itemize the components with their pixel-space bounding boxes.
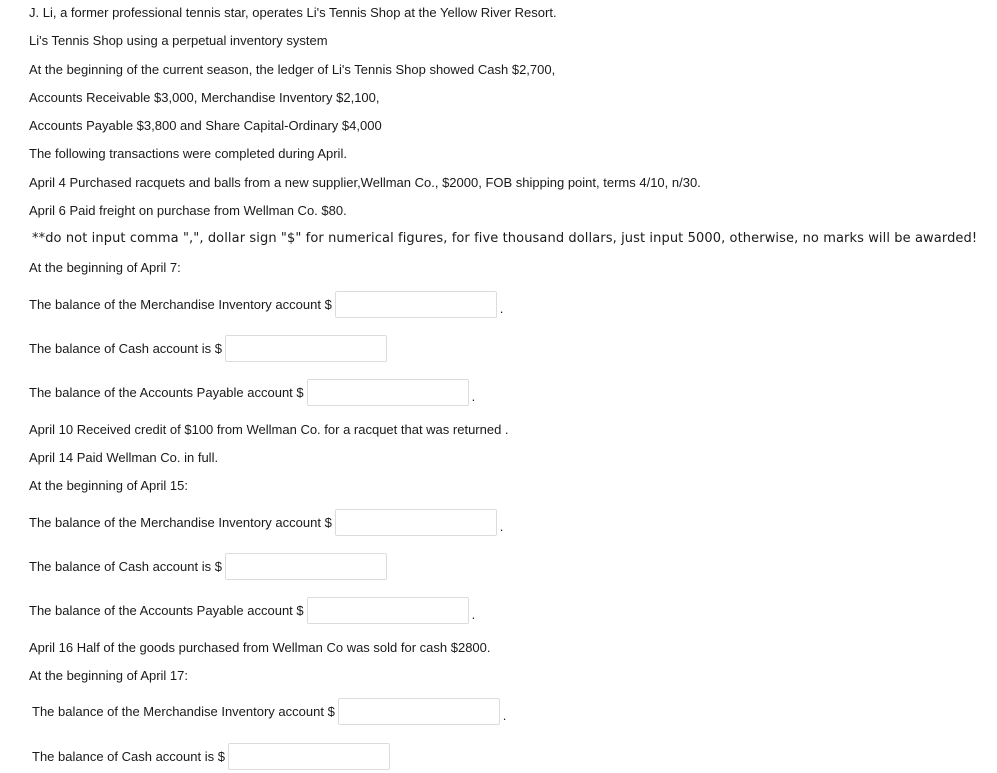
transaction-line: April 6 Paid freight on purchase from Wellman Co. $80.: [29, 203, 347, 218]
question-label: The balance of the Merchandise Inventory account $: [29, 297, 332, 312]
period: .: [471, 389, 476, 404]
inventory-april7-input[interactable]: [335, 291, 497, 318]
payable-april7-input[interactable]: [307, 379, 469, 406]
period: .: [499, 301, 504, 316]
intro-line: J. Li, a former professional tennis star, operates Li's Tennis Shop at the Yellow River Resort.: [29, 5, 557, 20]
intro-line: Accounts Payable $3,800 and Share Capital-Ordinary $4,000: [29, 118, 382, 133]
question-label: The balance of Cash account is $: [29, 341, 222, 356]
question-cash-april15: [29, 553, 387, 580]
intro-line: Li's Tennis Shop using a perpetual inventory system: [29, 33, 328, 48]
question-inventory-april15: [29, 509, 503, 536]
question-label: The balance of the Merchandise Inventory account $: [32, 704, 335, 719]
section-heading-april15: At the beginning of April 15:: [29, 478, 189, 493]
intro-line: At the beginning of the current season, the ledger of Li's Tennis Shop showed Cash $2,700,: [29, 62, 556, 77]
section-heading-april17: At the beginning of April 17:: [29, 668, 189, 683]
payable-april15-input[interactable]: [307, 597, 469, 624]
question-cash-april7: [29, 335, 387, 362]
cash-april7-input[interactable]: [225, 335, 387, 362]
period: .: [471, 607, 476, 622]
question-payable-april15: [29, 597, 475, 624]
input-instruction-note: **do not input comma ",", dollar sign "$" for numerical figures, for five thousand dollars, just input 5000, otherwise, no marks will be awarded!: [32, 231, 978, 246]
intro-line: The following transactions were completed during April.: [29, 146, 347, 161]
cash-april17-input[interactable]: [228, 743, 390, 770]
inventory-april15-input[interactable]: [335, 509, 497, 536]
transaction-line: April 10 Received credit of $100 from Wellman Co. for a racquet that was returned .: [29, 422, 509, 437]
period: .: [499, 519, 504, 534]
question-label: The balance of the Accounts Payable account $: [29, 603, 304, 618]
transaction-line: April 4 Purchased racquets and balls from a new supplier,Wellman Co., $2000, FOB shipping point, terms 4/10, n/30.: [29, 175, 701, 190]
question-inventory-april17: [32, 698, 506, 725]
transaction-line: April 14 Paid Wellman Co. in full.: [29, 450, 219, 465]
intro-line: Accounts Receivable $3,000, Merchandise Inventory $2,100,: [29, 90, 380, 105]
question-label: The balance of the Merchandise Inventory account $: [29, 515, 332, 530]
inventory-april17-input[interactable]: [338, 698, 500, 725]
question-cash-april17: [32, 743, 390, 770]
question-label: The balance of the Accounts Payable account $: [29, 385, 304, 400]
transaction-line: April 16 Half of the goods purchased from Wellman Co was sold for cash $2800.: [29, 640, 491, 655]
section-heading-april7: At the beginning of April 7:: [29, 260, 181, 275]
question-label: The balance of Cash account is $: [29, 559, 222, 574]
cash-april15-input[interactable]: [225, 553, 387, 580]
question-payable-april7: [29, 379, 475, 406]
period: .: [502, 708, 507, 723]
question-label: The balance of Cash account is $: [32, 749, 225, 764]
question-inventory-april7: [29, 291, 503, 318]
